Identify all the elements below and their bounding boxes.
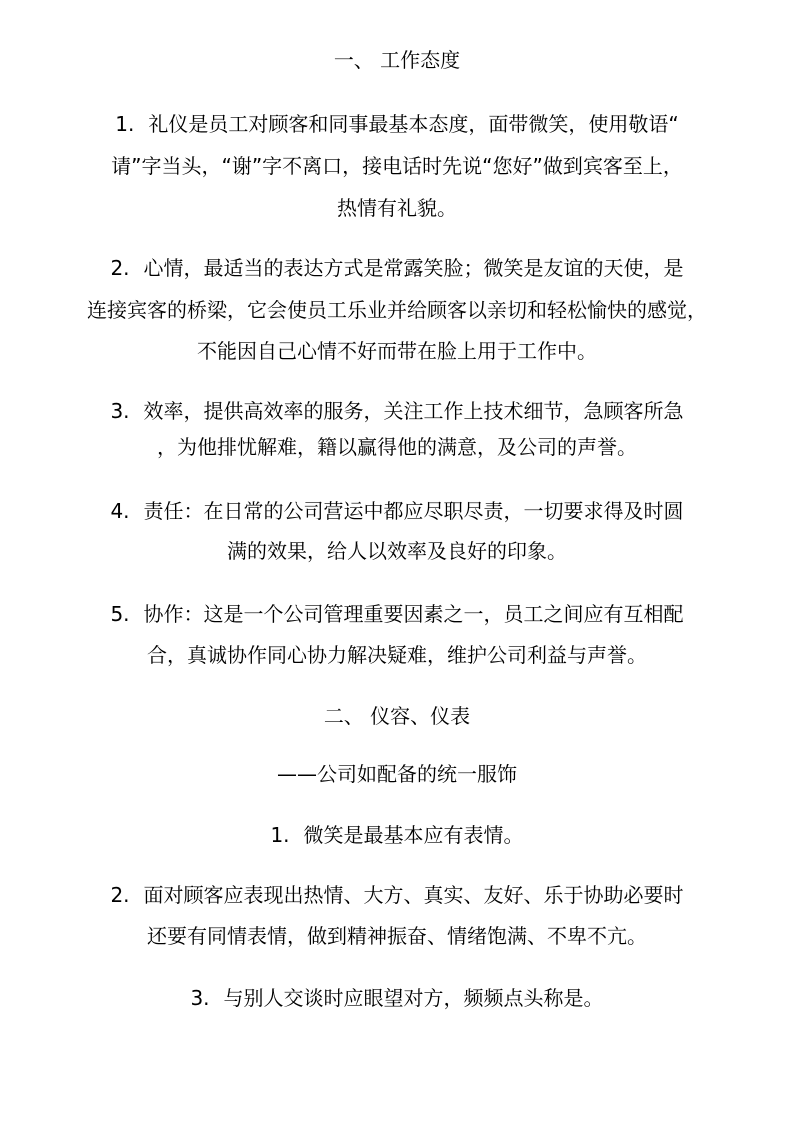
item-3-line-2: ，为他排忧解难，籍以赢得他的满意，及公司的声誉。 [157,435,637,459]
item-1-line-3: 热情有礼貌。 [337,196,457,220]
s2-item-2-line-1 [0,882,794,908]
item-4-line-1 [0,498,794,524]
item-5-line-2: 合，真诚协作同心协力解决疑难，维护公司利益与声誉。 [147,643,647,667]
item-number: 3. [190,986,210,1010]
item-number: 3. [110,399,130,423]
section-heading-appearance: 二、 仪容、仪表 [323,704,471,728]
item-1-line-2: 请”字当头，“谢”字不离口，接电话时先说“您好”做到宾客至上， [111,154,683,178]
item-text: 礼仪是员工对顾客和同事最基本态度，面带微笑，使用敬语“ [148,112,679,136]
item-5-line-1 [0,601,794,627]
item-text: 与别人交谈时应眼望对方，频频点头称是。 [223,986,604,1010]
item-number: 1. [270,823,290,847]
item-4-line-2: 满的效果，给人以效率及良好的印象。 [227,539,567,563]
item-2-line-1 [0,255,794,281]
item-1-line-1 [0,111,794,137]
item-number: 4. [110,499,130,523]
item-text: 微笑是最基本应有表情。 [303,823,524,847]
item-text: 心情，最适当的表达方式是常露笑脸；微笑是友谊的天使，是 [143,256,684,280]
item-text: 协作：这是一个公司管理重要因素之一，员工之间应有互相配 [143,602,684,626]
item-number: 2. [110,883,130,907]
item-2-line-2: 连接宾客的桥梁，它会使员工乐业并给顾客以亲切和轻松愉快的感觉， [87,298,707,322]
section-heading-work-attitude: 一、 工作态度 [333,48,461,72]
item-2-line-3: 不能因自己心情不好而带在脸上用于工作中。 [197,339,597,363]
item-number: 1. [115,112,135,136]
s2-item-1-line-1 [0,822,794,848]
item-3-line-1 [0,398,794,424]
item-number: 2. [110,256,130,280]
item-text: 责任：在日常的公司营运中都应尽职尽责，一切要求得及时圆 [143,499,684,523]
item-number: 5. [110,602,130,626]
s2-item-2-line-2: 还要有同情表情，做到精神振奋、情绪饱满、不卑不亢。 [147,924,647,948]
section-subheading-uniform: ——公司如配备的统一服饰 [277,762,517,786]
s2-item-3-line-1 [0,985,794,1011]
item-text: 面对顾客应表现出热情、大方、真实、友好、乐于协助必要时 [143,883,684,907]
item-text: 效率，提供高效率的服务，关注工作上技术细节，急顾客所急 [143,399,684,423]
